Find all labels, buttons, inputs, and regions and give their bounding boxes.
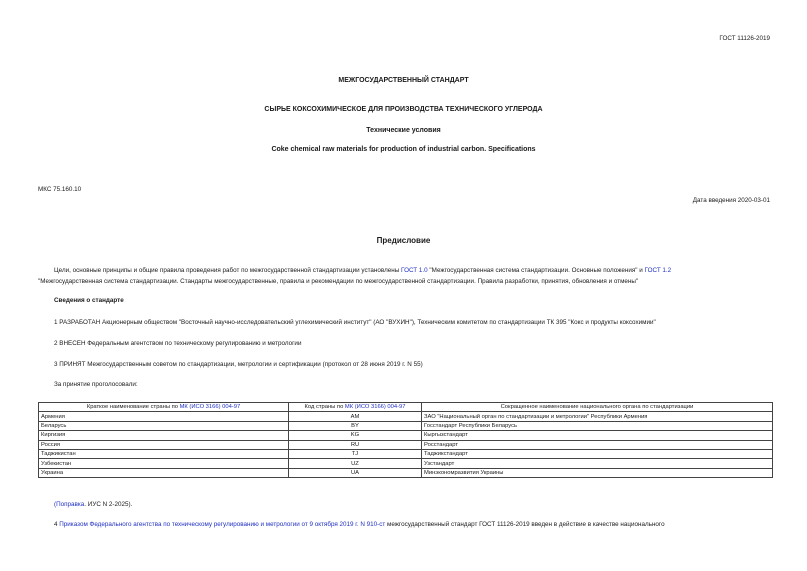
document-number: ГОСТ 11126-2019 [719, 35, 770, 42]
gost-1-2-link[interactable]: ГОСТ 1.2 [644, 267, 672, 274]
voted-label: За принятие проголосовали: [54, 381, 138, 388]
mk-iso-3166-link[interactable]: МК (ИСО 3166) 004-97 [179, 404, 241, 411]
body-cell: Минэкономразвития Украины [422, 468, 773, 477]
table-row [39, 459, 773, 468]
country-cell: Армения [39, 412, 289, 421]
table-row [39, 421, 773, 430]
standard-type-heading: МЕЖГОСУДАРСТВЕННЫЙ СТАНДАРТ [338, 77, 469, 84]
country-cell: Киргизия [39, 431, 289, 440]
foreword-text: "Межгосударственная система стандартизации. Основные положения" и [427, 267, 645, 274]
gost-1-0-link[interactable]: ГОСТ 1.0 [401, 267, 428, 274]
column-header-code [289, 403, 422, 412]
country-cell: Россия [39, 440, 289, 449]
document-title-ru: СЫРЬЕ КОКСОХИМИЧЕСКОЕ ДЛЯ ПРОИЗВОДСТВА ТЕХНИЧЕСКОГО УГЛЕРОДА [264, 106, 543, 113]
code-cell: TJ [289, 449, 422, 458]
mk-iso-3166-link[interactable]: МК (ИСО 3166) 004-97 [344, 404, 406, 411]
body-cell: Кыргызстандарт [422, 431, 773, 440]
order-link[interactable]: Приказом Федерального агентства по техническому регулированию и метрологии от 9 октября 2019 г. N 910-ст [59, 521, 386, 528]
table-row [39, 468, 773, 477]
amendment-link[interactable]: Поправка [56, 501, 85, 508]
country-cell: Узбекистан [39, 459, 289, 468]
item-2-submitted: 2 ВНЕСЕН Федеральным агентством по техническому регулированию и метрологии [54, 340, 302, 347]
column-header-body: Сокращенное наименование национального органа по стандартизации [422, 403, 773, 412]
voting-countries-table [38, 402, 773, 478]
code-cell: KG [289, 431, 422, 440]
table-header-row [39, 403, 773, 412]
amendment-note [54, 501, 132, 508]
table-row [39, 449, 773, 458]
code-cell: AM [289, 412, 422, 421]
foreword-paragraph-line1 [54, 267, 671, 274]
column-header-country [39, 403, 289, 412]
document-title-en: Coke chemical raw materials for production of industrial carbon. Specifications [271, 146, 536, 153]
header-text: Краткое наименование страны по [86, 404, 180, 411]
amendment-rest: . ИУС N 2-2025). [84, 501, 133, 508]
foreword-heading: Предисловие [376, 236, 431, 245]
body-cell: Росстандарт [422, 440, 773, 449]
code-cell: UA [289, 468, 422, 477]
table-row [39, 431, 773, 440]
body-cell: Госстандарт Республики Беларусь [422, 421, 773, 430]
header-text: Код страны по [304, 404, 345, 411]
item-4-rest: межгосударственный стандарт ГОСТ 11126-2019 введен в действие в качестве национального [385, 521, 665, 528]
item-3-adopted: 3 ПРИНЯТ Межгосударственным советом по стандартизации, метрологии и сертификации (протокол от 28 июня 2019 г. N 55) [54, 361, 423, 368]
country-cell: Украина [39, 468, 289, 477]
foreword-text: Цели, основные принципы и общие правила проведения работ по межгосударственной стандартизации установлены [54, 267, 402, 274]
item-4-number: 4 [54, 521, 60, 528]
country-cell: Таджикистан [39, 449, 289, 458]
foreword-paragraph-line2: "Межгосударственная система стандартизации. Стандарты межгосударственные, правила и рекомендации по межгосударственной стандартизации. Правила разработки, принятия, обновления и отмены" [38, 278, 639, 285]
country-cell: Беларусь [39, 421, 289, 430]
item-1-developed: 1 РАЗРАБОТАН Акционерным обществом "Восточный научно-исследовательский углехимический институт" (АО "ВУХИН"), Техническим комитетом по стандартизации ТК 395 "Кокс и продукты коксохимии" [54, 319, 656, 326]
introduction-date: Дата введения 2020-03-01 [692, 197, 770, 204]
table-row [39, 440, 773, 449]
code-cell: RU [289, 440, 422, 449]
amendment-paren: ( [54, 501, 57, 508]
mks-code: МКС 75.160.10 [38, 186, 82, 193]
code-cell: UZ [289, 459, 422, 468]
body-cell: Таджикстандарт [422, 449, 773, 458]
info-heading: Сведения о стандарте [54, 297, 124, 304]
body-cell: Узстандарт [422, 459, 773, 468]
code-cell: BY [289, 421, 422, 430]
body-cell: ЗАО "Национальный орган по стандартизации и метрологии" Республики Армения [422, 412, 773, 421]
table-row [39, 412, 773, 421]
item-4-enacted [54, 521, 665, 528]
document-subtitle-ru: Технические условия [366, 127, 441, 134]
